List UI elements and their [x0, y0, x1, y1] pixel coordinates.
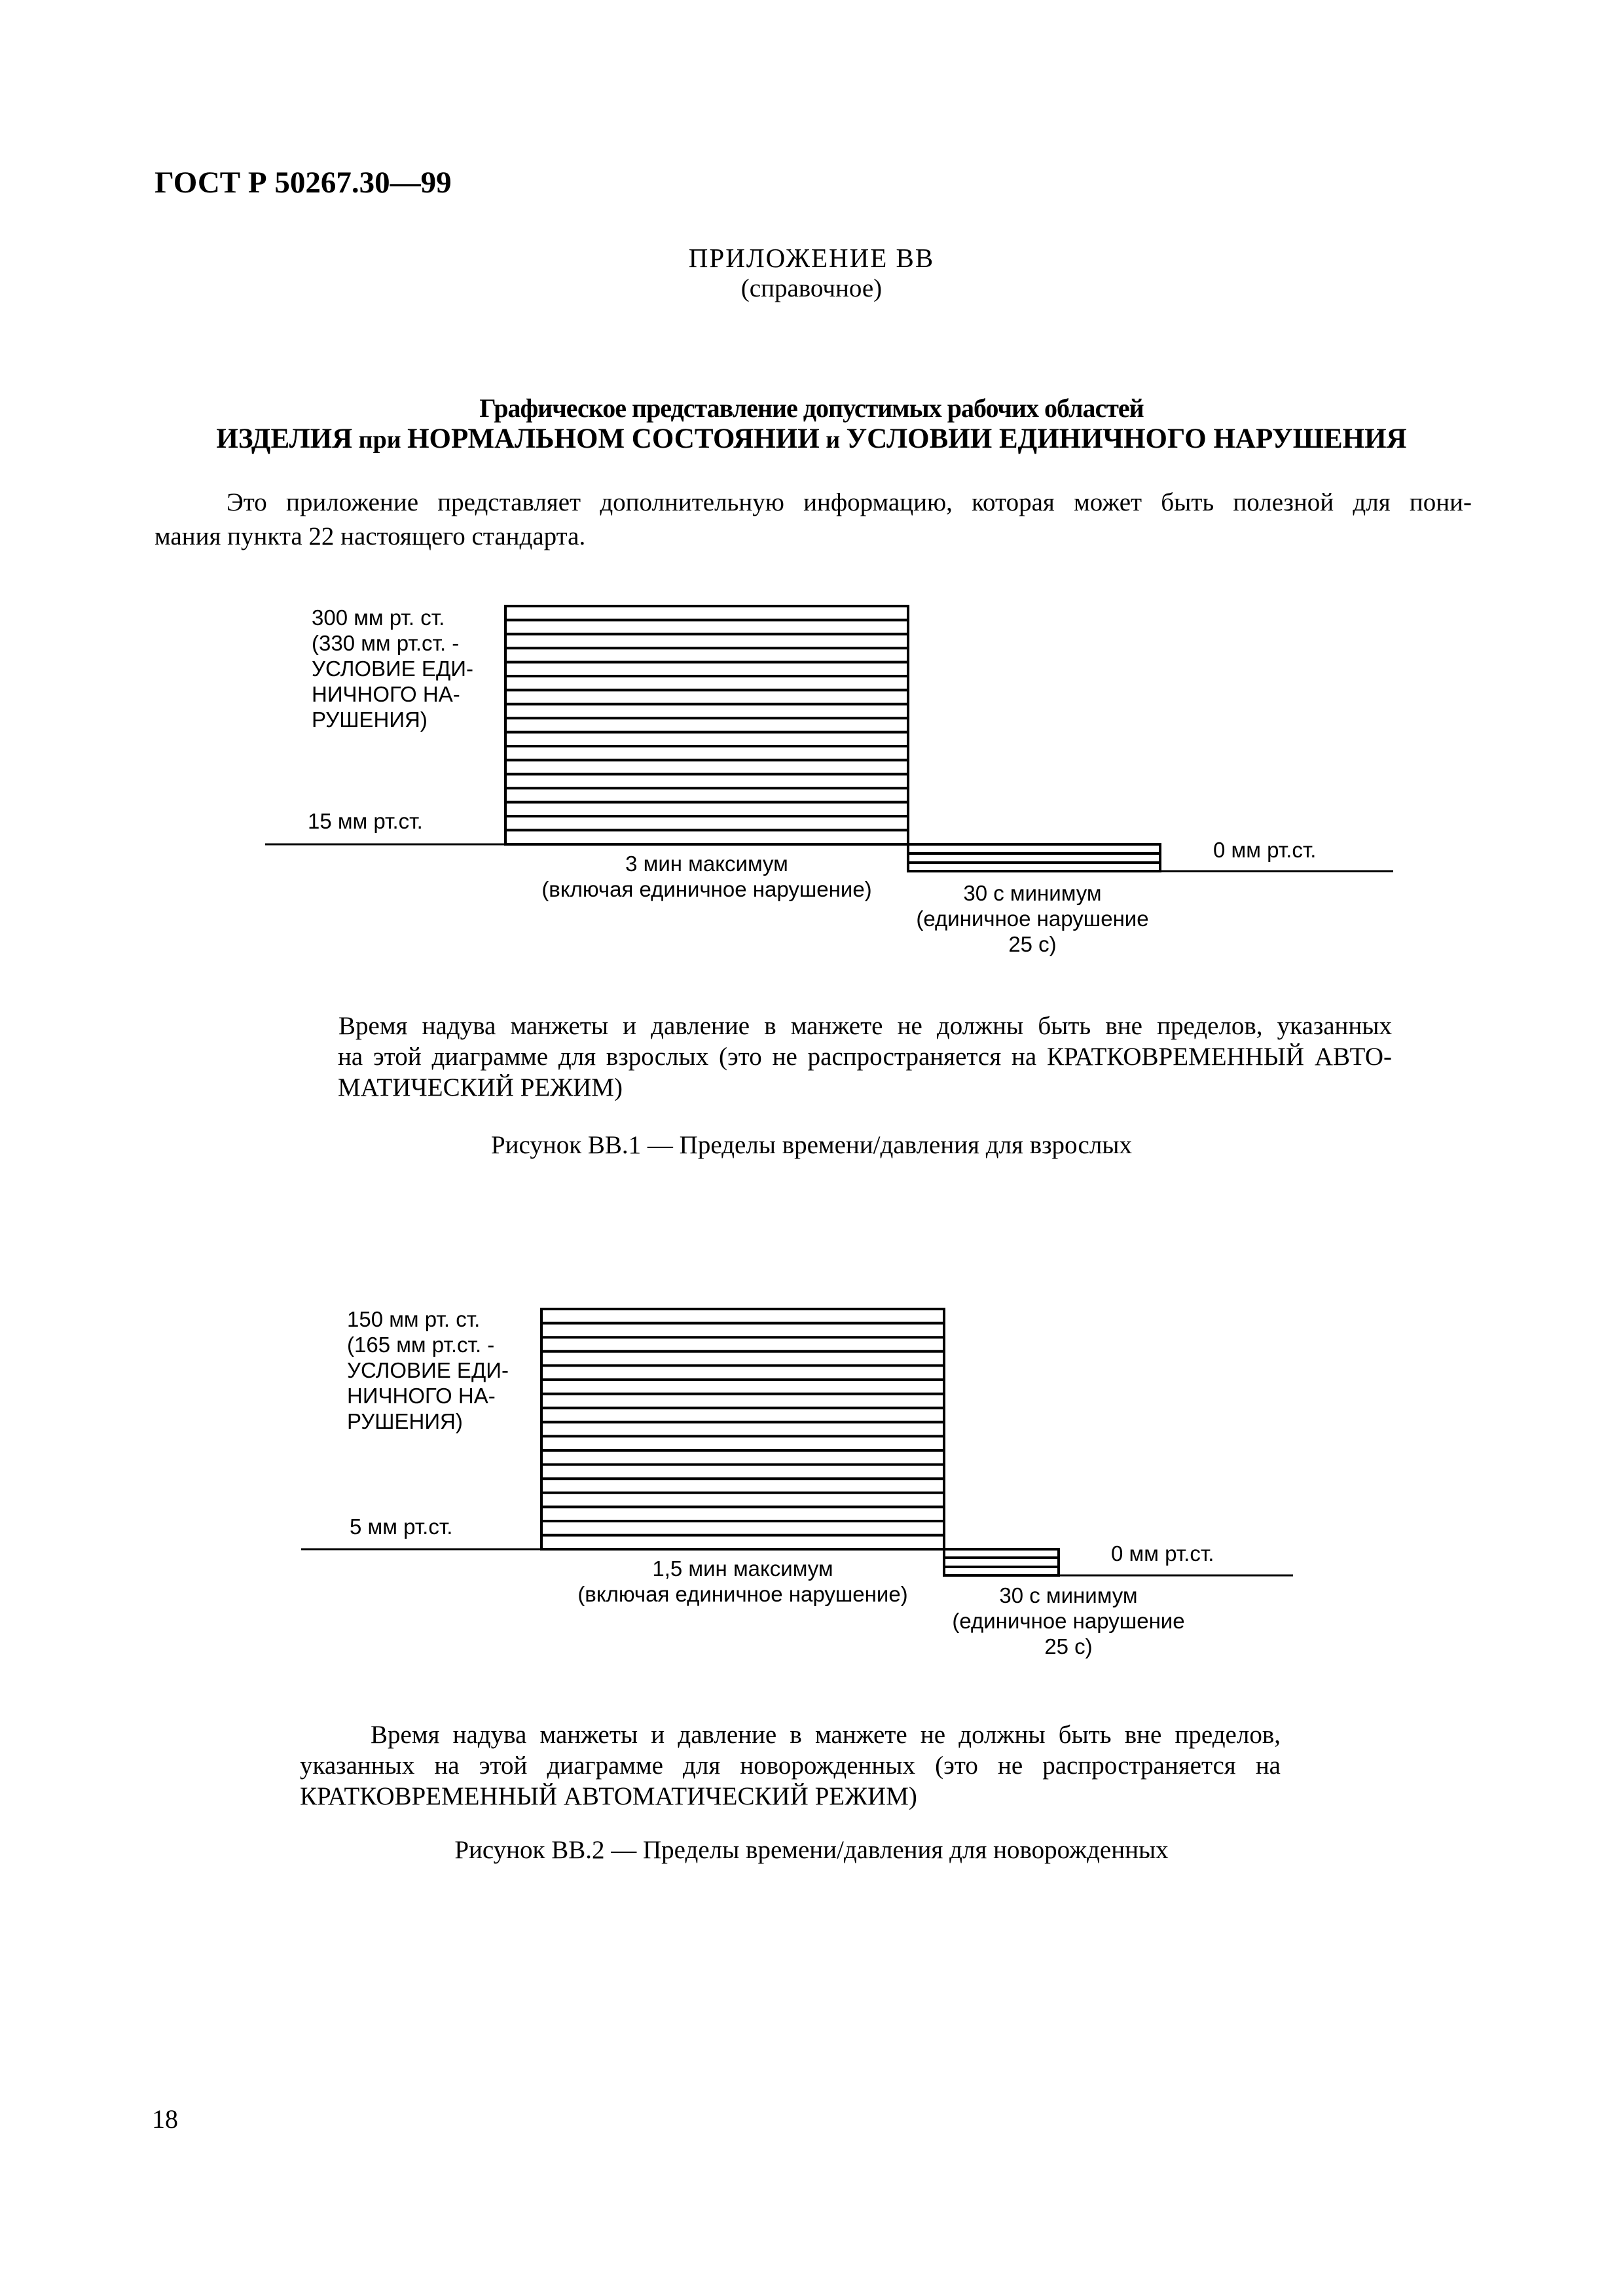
figure2-low-label: 5 мм рт.ст.	[350, 1515, 453, 1539]
page-number: 18	[152, 2104, 178, 2134]
figure1-note: Время надува манжеты и давление в манжете не должны быть вне пределов, указанных на этой диаграмме для взрослых (это не распространяется на КРАТКОВРЕМЕННЫЙ АВТО- МАТИЧЕСКИЙ РЕЖИМ)	[338, 1012, 1392, 1102]
title-conj: и	[819, 426, 847, 454]
figure2-phase1-label: 1,5 мин максимум (включая единичное нарушение)	[577, 1556, 908, 1606]
title-prep: при	[352, 426, 408, 454]
figure1-low-label: 15 мм рт.ст.	[308, 809, 423, 833]
figure2-zero-label: 0 мм рт.ст.	[1111, 1541, 1214, 1566]
section-title-line1: Графическое представление допустимых рабочих областей	[479, 393, 1144, 423]
figure1-min-block	[908, 844, 1160, 871]
figure2-phase2-label: 30 с минимум (единичное нарушение 25 с)	[952, 1583, 1185, 1659]
figure1-max-block	[505, 606, 908, 844]
intro-line2: мания пункта 22 настоящего стандарта.	[155, 522, 586, 550]
figure1-max-label: 300 мм рт. ст. (330 мм рт.ст. - УСЛОВИЕ ЕДИ- НИЧНОГО НА- РУШЕНИЯ)	[312, 605, 474, 732]
figure2-caption: Рисунок ВВ.2 — Пределы времени/давления для новорожденных	[454, 1836, 1169, 1864]
figure2-max-block	[541, 1309, 944, 1549]
figure2-max-label: 150 мм рт. ст. (165 мм рт.ст. - УСЛОВИЕ ЕДИ- НИЧНОГО НА- РУШЕНИЯ)	[347, 1307, 509, 1433]
appendix-subtitle: (справочное)	[740, 274, 883, 302]
figure1-zero-label: 0 мм рт.ст.	[1213, 838, 1317, 862]
appendix-title: ПРИЛОЖЕНИЕ ВВ	[688, 243, 935, 273]
figure2-note: Время надува манжеты и давление в манжете не должны быть вне пределов, указанных на этой диаграмме для новорожденных (это не распространяется на КРАТКОВРЕМЕННЫЙ АВТОМАТИЧЕСКИЙ РЕЖИМ)	[300, 1721, 1281, 1810]
figure1-phase2-label: 30 с минимум (единичное нарушение 25 с)	[916, 881, 1149, 956]
figure2-max-hatch	[541, 1323, 944, 1535]
title-normal-state: НОРМАЛЬНОМ СОСТОЯНИИ	[407, 423, 820, 454]
title-single-fault: УСЛОВИИ ЕДИНИЧНОГО НАРУШЕНИЯ	[846, 423, 1407, 454]
intro-line1: Это приложение представляет дополнительную информацию, которая может быть полезной для пони-	[227, 488, 1472, 516]
figure1-caption: Рисунок ВВ.1 — Пределы времени/давления для взрослых	[490, 1131, 1133, 1159]
figure2-min-block	[944, 1549, 1059, 1575]
figure1-max-hatch	[505, 620, 908, 830]
standard-header: ГОСТ Р 50267.30—99	[155, 166, 452, 200]
title-product: ИЗДЕЛИЯ	[216, 423, 353, 454]
figure1-phase1-label: 3 мин максимум (включая единичное нарушение)	[541, 852, 872, 901]
